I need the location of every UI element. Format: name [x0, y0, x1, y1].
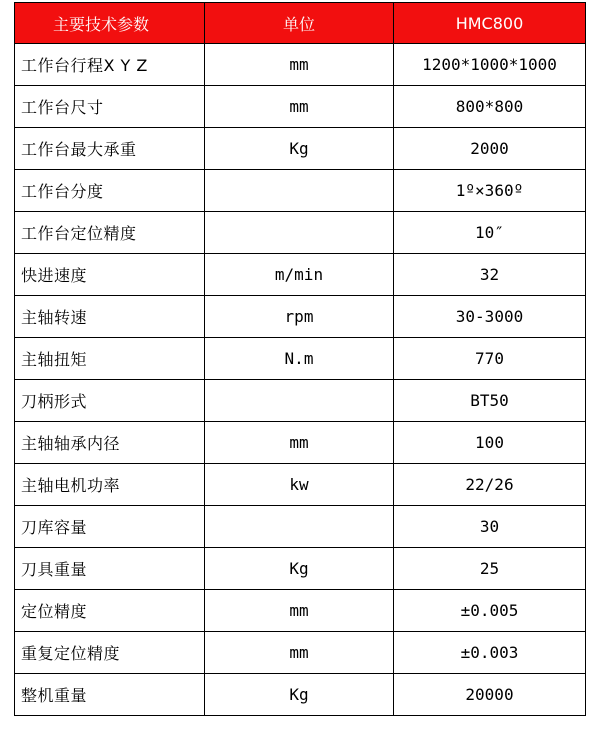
header-model: HMC800 — [394, 3, 586, 44]
param-name: 工作台行程X Y Z — [15, 44, 205, 86]
param-unit: N.m — [205, 338, 394, 380]
table-row — [15, 632, 586, 674]
param-value: 30 — [394, 506, 586, 548]
table-row — [15, 590, 586, 632]
param-value: 800*800 — [394, 86, 586, 128]
table-row — [15, 212, 586, 254]
param-value: 100 — [394, 422, 586, 464]
param-value: ±0.003 — [394, 632, 586, 674]
param-value: 770 — [394, 338, 586, 380]
param-value: 25 — [394, 548, 586, 590]
param-unit: rpm — [205, 296, 394, 338]
param-value: 2000 — [394, 128, 586, 170]
table-row — [15, 674, 586, 716]
header-unit: 单位 — [205, 3, 394, 44]
param-name: 主轴转速 — [15, 296, 205, 338]
table-row — [15, 506, 586, 548]
param-value: 10″ — [394, 212, 586, 254]
param-unit: m/min — [205, 254, 394, 296]
param-unit — [205, 212, 394, 254]
param-name: 刀柄形式 — [15, 380, 205, 422]
param-unit — [205, 506, 394, 548]
table-body — [15, 44, 586, 716]
param-name: 工作台尺寸 — [15, 86, 205, 128]
table-row — [15, 464, 586, 506]
param-value: BT50 — [394, 380, 586, 422]
table-row — [15, 338, 586, 380]
param-unit: kw — [205, 464, 394, 506]
param-unit: mm — [205, 86, 394, 128]
param-value: ±0.005 — [394, 590, 586, 632]
param-value: 22/26 — [394, 464, 586, 506]
param-unit: mm — [205, 422, 394, 464]
param-value: 1º×360º — [394, 170, 586, 212]
param-unit: mm — [205, 632, 394, 674]
param-name: 工作台分度 — [15, 170, 205, 212]
table-row — [15, 128, 586, 170]
table-row — [15, 254, 586, 296]
header-row — [15, 3, 586, 44]
param-unit: mm — [205, 590, 394, 632]
param-value: 32 — [394, 254, 586, 296]
param-value: 20000 — [394, 674, 586, 716]
param-name: 重复定位精度 — [15, 632, 205, 674]
param-name: 整机重量 — [15, 674, 205, 716]
table-row — [15, 170, 586, 212]
param-name: 定位精度 — [15, 590, 205, 632]
param-name: 快进速度 — [15, 254, 205, 296]
table-row — [15, 548, 586, 590]
param-unit: mm — [205, 44, 394, 86]
table-row — [15, 44, 586, 86]
table-header — [15, 3, 586, 44]
param-unit: Kg — [205, 128, 394, 170]
param-name: 主轴电机功率 — [15, 464, 205, 506]
param-value: 1200*1000*1000 — [394, 44, 586, 86]
param-name: 主轴扭矩 — [15, 338, 205, 380]
param-name: 刀具重量 — [15, 548, 205, 590]
param-unit — [205, 170, 394, 212]
header-name: 主要技术参数 — [15, 3, 205, 44]
table-row — [15, 380, 586, 422]
param-name: 工作台定位精度 — [15, 212, 205, 254]
table-row — [15, 86, 586, 128]
param-unit: Kg — [205, 674, 394, 716]
param-name: 主轴轴承内径 — [15, 422, 205, 464]
table-row — [15, 422, 586, 464]
spec-table — [14, 2, 586, 716]
param-name: 工作台最大承重 — [15, 128, 205, 170]
table-row — [15, 296, 586, 338]
param-value: 30-3000 — [394, 296, 586, 338]
param-unit — [205, 380, 394, 422]
param-name: 刀库容量 — [15, 506, 205, 548]
param-unit: Kg — [205, 548, 394, 590]
